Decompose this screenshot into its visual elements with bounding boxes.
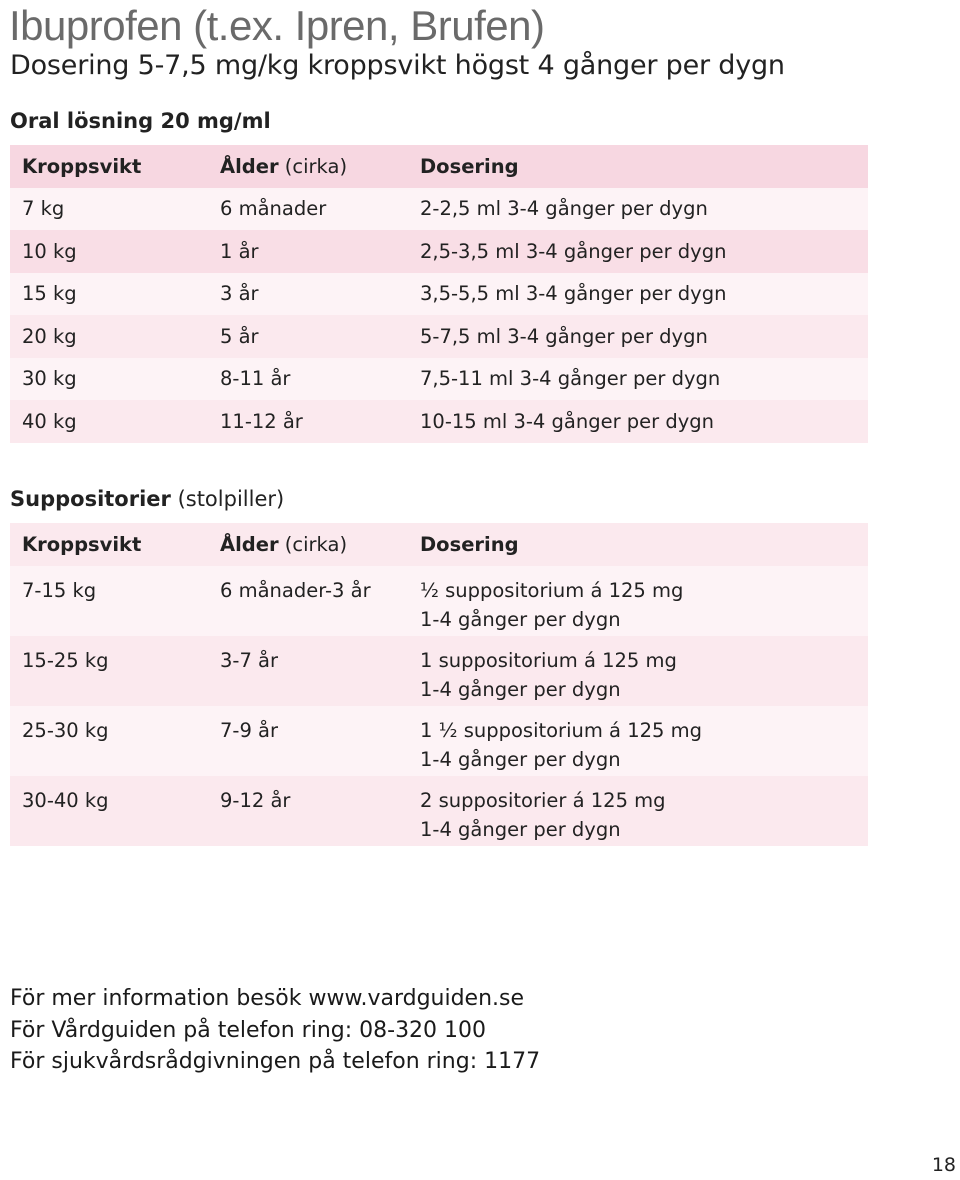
supp-dosage-table — [10, 523, 868, 846]
dose-line-frequency: 1-4 gånger per dygn — [420, 748, 621, 771]
supp-section-heading-bold: Suppositorier — [10, 487, 171, 511]
age-cell: 6 månader — [220, 197, 327, 221]
weight-cell: 7-15 kg — [22, 579, 97, 602]
table-row — [10, 400, 868, 443]
age-cell: 1 år — [220, 239, 259, 263]
table-row — [10, 358, 868, 401]
oral-section-heading — [10, 109, 271, 133]
table-row — [10, 566, 868, 636]
dose-cell — [408, 566, 868, 636]
dose-line-frequency: 1-4 gånger per dygn — [420, 818, 621, 841]
weight-cell: 30 kg — [22, 367, 77, 391]
table-row — [10, 636, 868, 706]
oral-section-heading-text: Oral lösning 20 mg/ml — [10, 109, 271, 133]
weight-cell: 15 kg — [22, 282, 77, 306]
footer-advice-line: För sjukvårdsrådgivningen på telefon ring: 1177 — [10, 1049, 541, 1074]
column-header-weight: Kroppsvikt — [22, 533, 142, 556]
footer-phone-line: För Vårdguiden på telefon ring: 08-320 100 — [10, 1017, 487, 1043]
page-subtitle: Dosering 5-7,5 mg/kg kroppsvikt högst 4 gånger per dygn — [10, 50, 785, 81]
dose-line-amount: 1 ½ suppositorium á 125 mg — [420, 719, 702, 742]
dose-cell: 3,5-5,5 ml 3-4 gånger per dygn — [420, 282, 727, 306]
table-row — [10, 706, 868, 776]
dose-cell: 2-2,5 ml 3-4 gånger per dygn — [420, 197, 708, 221]
table-row — [10, 188, 868, 231]
column-header-dose: Dosering — [420, 154, 519, 178]
age-cell: 11-12 år — [220, 409, 303, 433]
dose-line-amount: ½ suppositorium á 125 mg — [420, 579, 684, 602]
table-row — [10, 230, 868, 273]
weight-cell: 20 kg — [22, 324, 77, 348]
age-cell: 6 månader-3 år — [220, 579, 371, 602]
footer-info-line: För mer information besök www.vardguiden.se — [10, 986, 525, 1011]
table-header-row — [10, 145, 868, 188]
supp-section-heading-light: (stolpiller) — [170, 487, 285, 511]
dose-line-frequency: 1-4 gånger per dygn — [420, 678, 621, 701]
page-number: 18 — [931, 1154, 956, 1176]
age-cell: 3 år — [220, 282, 259, 306]
weight-cell: 15-25 kg — [22, 649, 109, 672]
page-title: Ibuprofen (t.ex. Ipren, Brufen) — [9, 2, 545, 49]
dose-cell: 10-15 ml 3-4 gånger per dygn — [420, 409, 715, 433]
table-row — [10, 776, 868, 846]
column-header-age: Ålder (cirka) — [220, 154, 348, 178]
dose-cell: 5-7,5 ml 3-4 gånger per dygn — [420, 324, 708, 348]
age-cell: 7-9 år — [220, 719, 279, 742]
column-header-age: Ålder (cirka) — [220, 533, 348, 556]
weight-cell: 40 kg — [22, 409, 77, 433]
footer-contact-info — [10, 983, 540, 1078]
dose-cell — [408, 706, 868, 776]
supp-section-heading — [10, 487, 284, 511]
dose-line-amount: 2 suppositorier á 125 mg — [420, 789, 666, 812]
age-cell: 5 år — [220, 324, 259, 348]
dose-line-frequency: 1-4 gånger per dygn — [420, 608, 621, 631]
table-row — [10, 315, 868, 358]
weight-cell: 7 kg — [22, 197, 65, 221]
column-header-dose: Dosering — [420, 533, 519, 556]
table-row — [10, 273, 868, 316]
table-header-row — [10, 523, 868, 566]
dose-cell: 2,5-3,5 ml 3-4 gånger per dygn — [420, 239, 727, 263]
weight-cell: 10 kg — [22, 239, 77, 263]
dose-cell — [408, 636, 868, 706]
dose-cell: 7,5-11 ml 3-4 gånger per dygn — [420, 367, 721, 391]
weight-cell: 25-30 kg — [22, 719, 109, 742]
age-cell: 8-11 år — [220, 367, 291, 391]
dose-line-amount: 1 suppositorium á 125 mg — [420, 649, 677, 672]
age-cell: 9-12 år — [220, 789, 291, 812]
column-header-weight: Kroppsvikt — [22, 154, 142, 178]
dose-cell — [408, 776, 868, 846]
age-cell: 3-7 år — [220, 649, 279, 672]
weight-cell: 30-40 kg — [22, 789, 109, 812]
oral-dosage-table — [10, 145, 868, 443]
